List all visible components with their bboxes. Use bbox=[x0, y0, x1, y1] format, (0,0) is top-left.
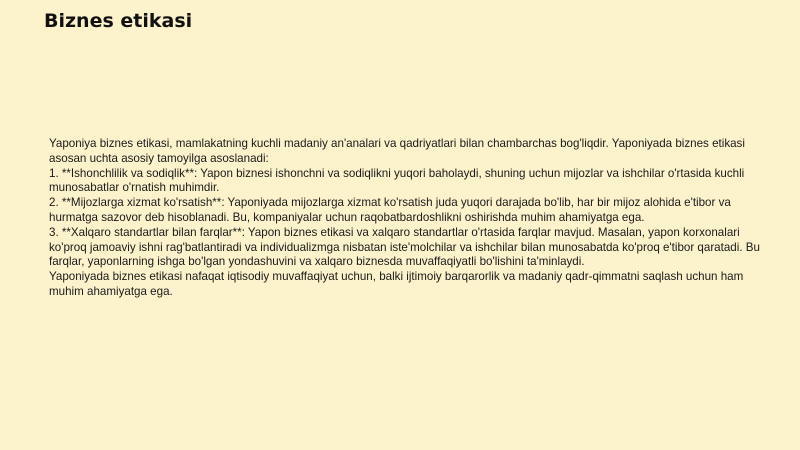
slide-body bbox=[49, 137, 761, 300]
paragraph-conclusion: Yaponiyada biznes etikasi nafaqat iqtisodiy muvaffaqiyat uchun, balki ijtimoiy barqarorlik va madaniy qadr-qimmatni saqlash uchun ham muhim ahamiyatga ega. bbox=[49, 270, 744, 298]
paragraph-point-2: 2. **Mijozlarga xizmat ko'rsatish**: Yaponiyada mijozlarga xizmat ko'rsatish juda yuqori darajada bo'lib, har bir mijoz alohida e'tibor va hurmatga sazovor deb hisoblanadi. Bu, kompaniyalar uchun raqobatbardoshlikni oshirishda muhim ahamiyatga ega. bbox=[49, 196, 731, 224]
paragraph-intro: Yaponiya biznes etikasi, mamlakatning kuchli madaniy an'analari va qadriyatlari bilan chambarchas bog'liqdir. Yaponiyada biznes etikasi asosan uchta asosiy tamoyilga asoslanadi: bbox=[49, 137, 745, 165]
slide-title: Biznes etikasi bbox=[44, 10, 193, 32]
paragraph-point-1: 1. **Ishonchlilik va sodiqlik**: Yapon biznesi ishonchni va sodiqlikni yuqori baholaydi, shuning uchun mijozlar va ishchilar o'rtasida kuchli munosabatlar o'rnatish muhimdir. bbox=[49, 166, 745, 195]
paragraph-point-3: 3. **Xalqaro standartlar bilan farqlar**: Yapon biznes etikasi va xalqaro standartlar o'rtasida farqlar mavjud. Masalan, yapon korxonalari ko'proq jamoaviy ishni rag'batlantiradi va individualizmga nisbatan iste'molchilar va ishchilar bilan munosabatda ko'proq e'tibor qaratadi. Bu farqlar, yaponlarning ishga bo'lgan yondashuvini va xalqaro biznesda muvaffaqiyatli bo'lishini ta'minlaydi. bbox=[49, 225, 760, 269]
